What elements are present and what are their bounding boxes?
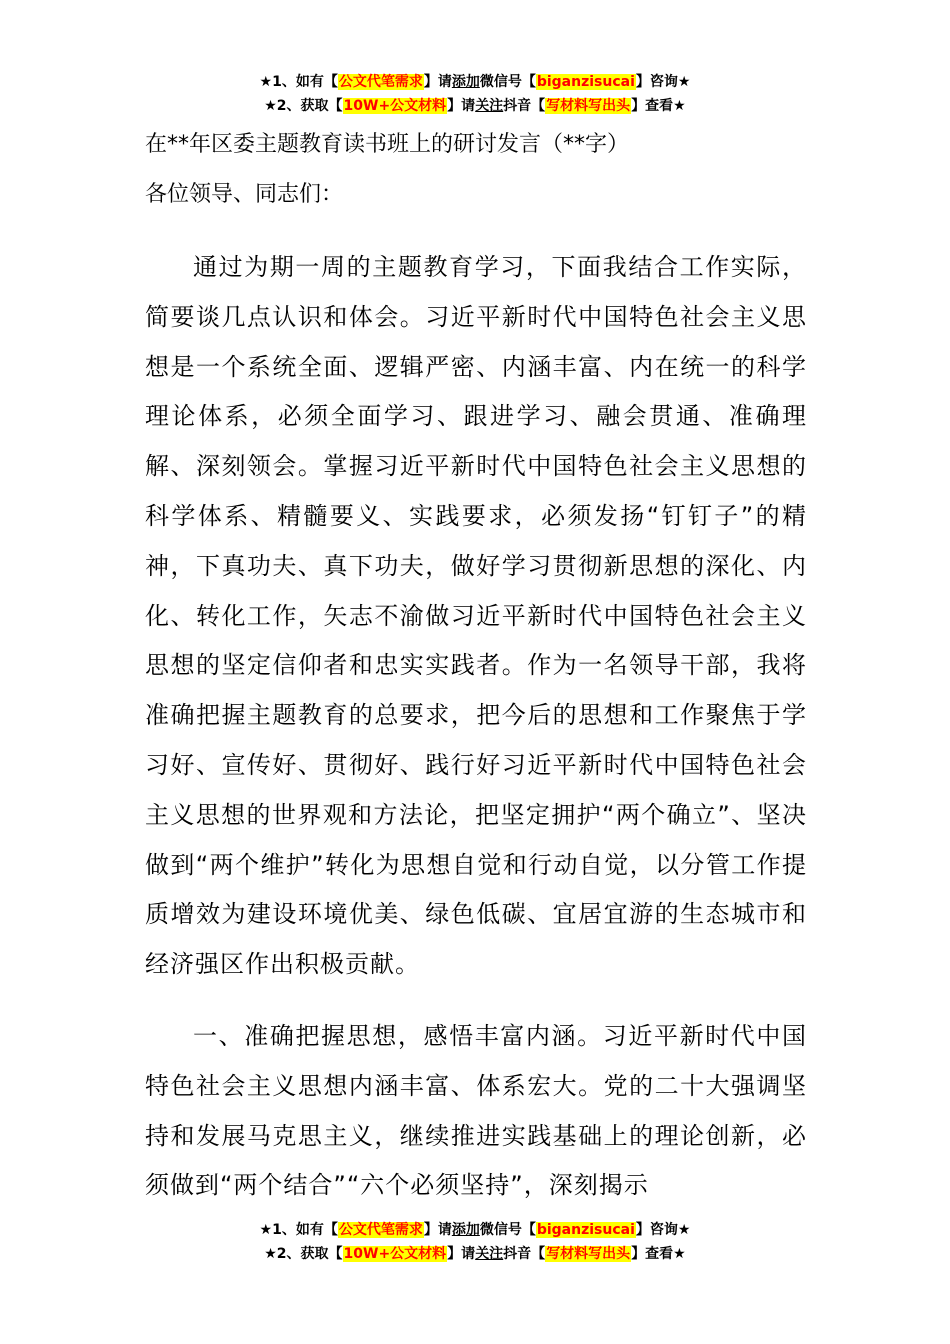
promo-highlight: biganzisucai <box>536 1222 635 1238</box>
paragraph-section-one: 一、准确把握思想，感悟丰富内涵。习近平新时代中国特色社会主义思想内涵丰富、体系宏大。党的二十大强调坚持和发展马克思主义，继续推进实践基础上的理论创新，必须做到“两个结合”“六个必须坚持”，深刻揭示 <box>145 1021 807 1200</box>
header-promo-banner <box>0 70 950 118</box>
paragraph-intro: 通过为期一周的主题教育学习，下面我结合工作实际，简要谈几点认识和体会。习近平新时代中国特色社会主义思想是一个系统全面、逻辑严密、内涵丰富、内在统一的科学理论体系，必须全面学习、跟进学习、融会贯通、准确理解、深刻领会。掌握习近平新时代中国特色社会主义思想的科学体系、精髓要义、实践要求，必须发扬“钉钉子”的精神，下真功夫、真下功夫，做好学习贯彻新思想的深化、内化、转化工作，矢志不渝做习近平新时代中国特色社会主义思想的坚定信仰者和忠实实践者。作为一名领导干部，我将准确把握主题教育的总要求，把今后的思想和工作聚焦于学习好、宣传好、贯彻好、践行好习近平新时代中国特色社会主义思想的世界观和方法论，把坚定拥护“两个确立”、坚决做到“两个维护”转化为思想自觉和行动自觉，以分管工作提质增效为建设环境优美、绿色低碳、宜居宜游的生态城市和经济强区作出积极贡献。 <box>145 253 807 979</box>
document-title: 在**年区委主题教育读书班上的研讨发言（**字） <box>145 132 630 157</box>
promo-highlight: biganzisucai <box>536 74 635 90</box>
promo-text: ★1、如有【 <box>259 1222 338 1238</box>
promo-underline: 添加 <box>451 74 480 90</box>
promo-highlight: 写材料写出头 <box>546 98 631 114</box>
promo-text: 抖音【 <box>503 1246 546 1262</box>
promo-text: ★2、获取【 <box>264 1246 343 1262</box>
promo-line-2 <box>0 94 950 118</box>
promo-text: 微信号【 <box>479 1222 536 1238</box>
footer-promo-banner <box>0 1218 950 1266</box>
promo-line-1 <box>0 70 950 94</box>
promo-underline: 关注 <box>475 1246 504 1262</box>
promo-text: 】请 <box>447 1246 476 1262</box>
promo-text: 抖音【 <box>503 98 546 114</box>
salutation: 各位领导、同志们： <box>145 182 344 207</box>
document-body <box>145 120 807 1211</box>
promo-text: 】请 <box>423 1222 452 1238</box>
promo-text: 微信号【 <box>479 74 536 90</box>
promo-highlight: 写材料写出头 <box>546 1246 631 1262</box>
promo-text: ★1、如有【 <box>259 74 338 90</box>
promo-highlight: 公文代笔需求 <box>338 74 423 90</box>
promo-line-1 <box>0 1218 950 1242</box>
promo-text: 】咨询★ <box>635 1222 691 1238</box>
promo-underline: 添加 <box>451 1222 480 1238</box>
promo-text: 】请 <box>447 98 476 114</box>
promo-text: 】查看★ <box>631 1246 686 1262</box>
promo-highlight: 10W+公文材料 <box>343 98 447 114</box>
promo-highlight: 公文代笔需求 <box>338 1222 423 1238</box>
promo-underline: 关注 <box>475 98 504 114</box>
promo-text: 】查看★ <box>631 98 686 114</box>
promo-text: 】请 <box>423 74 452 90</box>
promo-line-2 <box>0 1242 950 1266</box>
promo-highlight: 10W+公文材料 <box>343 1246 447 1262</box>
promo-text: 】咨询★ <box>635 74 691 90</box>
promo-text: ★2、获取【 <box>264 98 343 114</box>
